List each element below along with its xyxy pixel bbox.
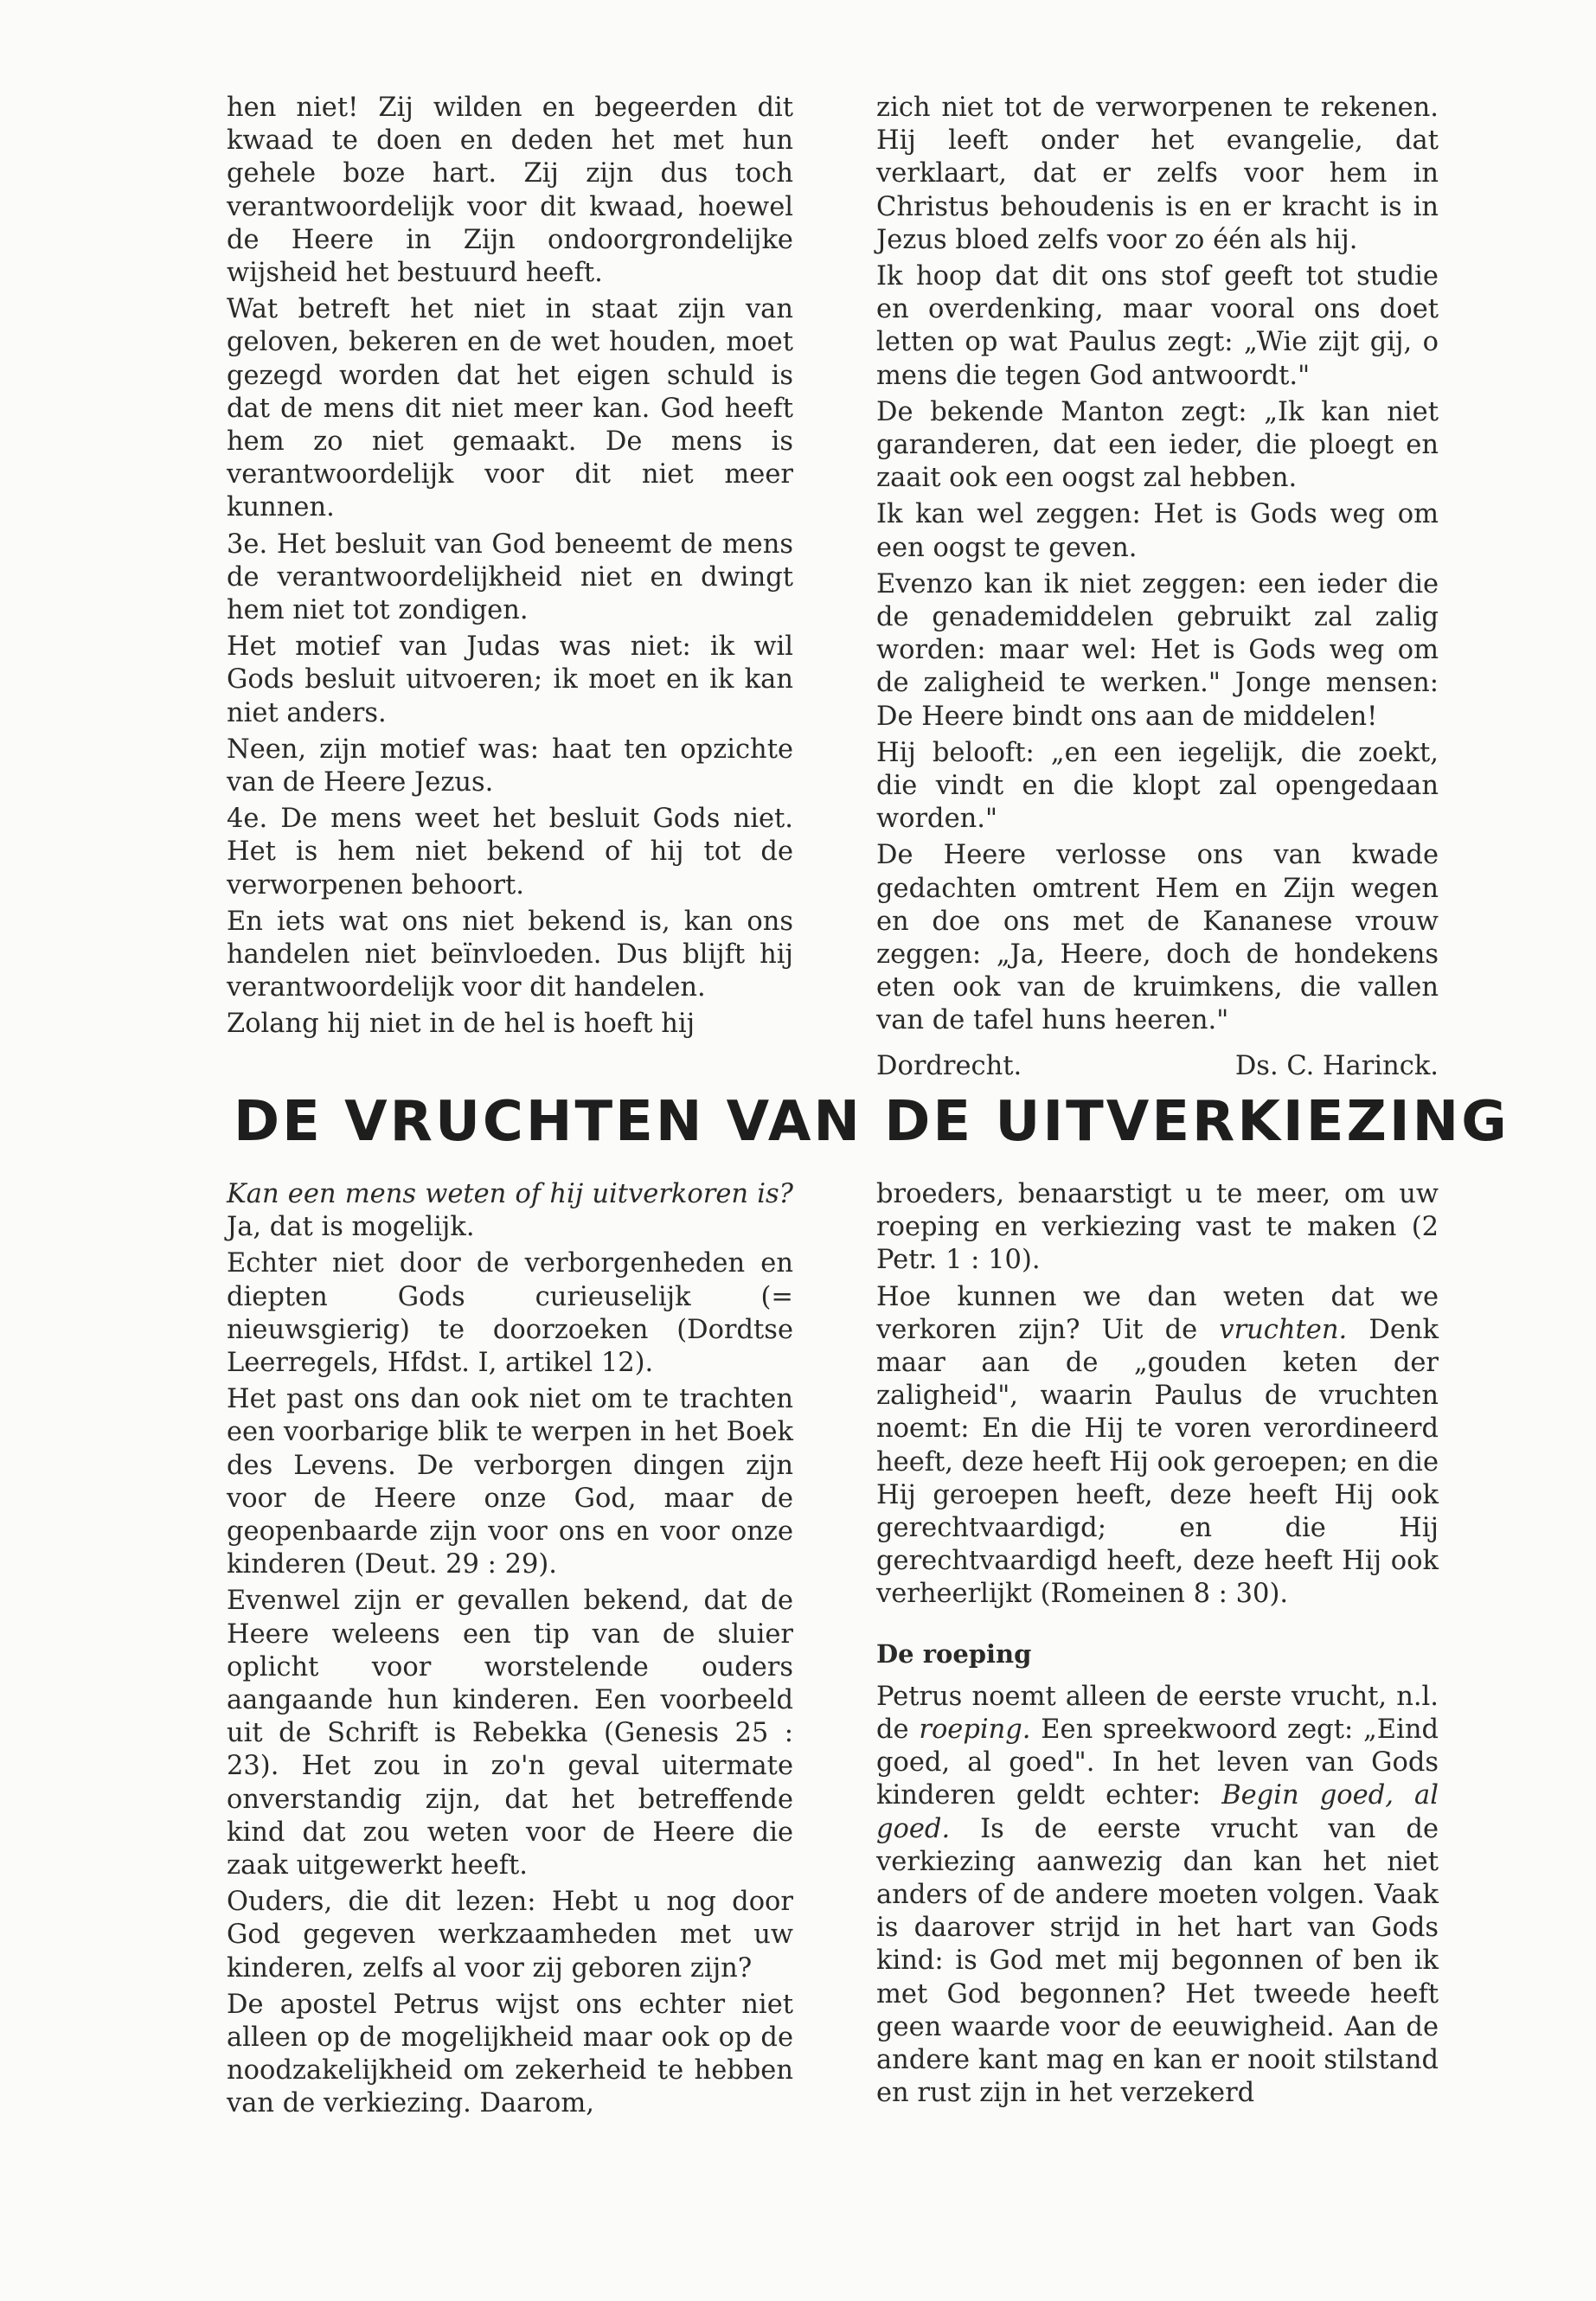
- text-run: Is de eerste vrucht van de verkiezing aanwezig dan kan het niet anders of de andere moeten volgen. Vaak is daarover strijd in het hart van Gods kind: is God met mij begonnen of ben ik met God begonnen? Het tweede heeft geen waarde voor de eeuwigheid. Aan de andere kant mag en kan er nooit stilstand en rust zijn in het verzekerd: [876, 1813, 1439, 2109]
- bottom-left-column: [227, 1178, 793, 2121]
- bottom-right-column: [876, 1178, 1439, 2110]
- text-run: Een spreekwoord zegt: „Eind goed, al goed". In het leven van Gods kinderen geldt echter:: [876, 1715, 1439, 1811]
- paragraph: Het past ons dan ook niet om te trachten een voorbarige blik te werpen in het Boek des Levens. De verborgen dingen zijn voor de Heere onze God, maar de geopenbaarde zijn voor ons en voor onze kinderen (Deut. 29 : 29).: [227, 1384, 793, 1580]
- emphasis: Begin goed, al goed.: [876, 1780, 1439, 1844]
- paragraph: Hij belooft: „en een iegelijk, die zoekt, die vindt en die klopt zal opengedaan worden.": [876, 737, 1439, 835]
- paragraph: Evenzo kan ik niet zeggen: een ieder die de genademiddelen gebruikt zal zalig worden: maar wel: Het is Gods weg om de zaligheid te werken." Jonge mensen: De Heere bindt ons aan de middelen!: [876, 568, 1439, 732]
- text-run: Denk maar aan de „gouden keten der zaligheid", waarin Paulus de vruchten noemt: En die Hij te voren verordineerd heeft, deze heeft Hij ook geroepen; en die Hij geroepen heeft, deze heeft Hij ook gerechtvaardigd; en die Hij gerechtvaardigd heeft, deze heeft Hij ook verheerlijkt (Romeinen 8 : 30).: [876, 1314, 1439, 1610]
- signature-place: Dordrecht.: [876, 1050, 1022, 1081]
- text-run: Hoe kunnen we dan weten dat we verkoren zijn? Uit de: [876, 1281, 1439, 1345]
- paragraph: broeders, benaarstigt u te meer, om uw roeping en verkiezing vast te maken (2 Petr. 1 : 10).: [876, 1179, 1439, 1276]
- top-right-column: [876, 92, 1439, 1083]
- paragraph: Wat betreft het niet in staat zijn van geloven, bekeren en de wet houden, moet gezegd worden dat het eigen schuld is dat de mens dit niet meer kan. God heeft hem zo niet gemaakt. De mens is verantwoordelijk voor dit niet meer kunnen.: [227, 294, 793, 523]
- intro-paragraph: [227, 1178, 793, 1244]
- paragraph: zich niet tot de verworpenen te rekenen. Hij leeft onder het evangelie, dat verklaart, dat er zelfs voor hem in Christus behoudenis is en er kracht is in Jezus bloed zelfs voor zo één als hij.: [876, 93, 1439, 255]
- emphasis: roeping.: [919, 1715, 1031, 1746]
- paragraph: [876, 1281, 1439, 1612]
- article-headline: DE VRUCHTEN VAN DE UITVERKIEZING: [234, 1090, 1509, 1154]
- signature-line: [876, 1050, 1439, 1083]
- paragraph: De bekende Manton zegt: „Ik kan niet garanderen, dat een ieder, die ploegt en zaait ook een oogst zal hebben.: [876, 396, 1439, 494]
- signature-name: Ds. C. Harinck.: [1234, 1050, 1439, 1081]
- paragraph: Het motief van Judas was niet: ik wil Gods besluit uitvoeren; ik moet en ik kan niet anders.: [227, 631, 793, 728]
- paragraph: [876, 1681, 1439, 2111]
- section-subheading: De roeping: [876, 1638, 1032, 1669]
- paragraph: En iets wat ons niet bekend is, kan ons handelen niet beïnvloeden. Dus blijft hij verantwoordelijk voor dit handelen.: [227, 906, 793, 1003]
- paragraph: hen niet! Zij wilden en begeerden dit kwaad te doen en deden het met hun gehele boze hart. Zij zijn dus toch verantwoordelijk voor dit kwaad, hoewel de Heere in Zijn ondoorgrondelijke wijsheid het bestuurd heeft.: [227, 93, 793, 289]
- paragraph: De apostel Petrus wijst ons echter niet alleen op de mogelijkheid maar ook op de noodzakelijkheid om zekerheid te hebben van de verkiezing. Daarom,: [227, 1989, 793, 2119]
- paragraph: 3e. Het besluit van God beneemt de mens de verantwoordelijkheid niet en dwingt hem niet tot zondigen.: [227, 529, 793, 626]
- top-left-column: [227, 92, 793, 1042]
- paragraph: Neen, zijn motief was: haat ten opzichte van de Heere Jezus.: [227, 734, 793, 798]
- intro-question: Kan een mens weten of hij uitverkoren is?: [227, 1179, 793, 1209]
- paragraph: Ik kan wel zeggen: Het is Gods weg om een oogst te geven.: [876, 499, 1439, 563]
- paragraph: Ouders, die dit lezen: Hebt u nog door God gegeven werkzaamheden met uw kinderen, zelfs al voor zij geboren zijn?: [227, 1887, 793, 1984]
- paragraph: 4e. De mens weet het besluit Gods niet. Het is hem niet bekend of hij tot de verworpenen behoort.: [227, 804, 793, 901]
- paragraph: Evenwel zijn er gevallen bekend, dat de Heere weleens een tip van de sluier oplicht voor worstelende ouders aangaande hun kinderen. Een voorbeeld uit de Schrift is Rebekka (Genesis 25 : 23). Het zou in zo'n geval uitermate onverstandig zijn, dat het betreffende kind dat zou weten voor de Heere die zaak uitgewerkt heeft.: [227, 1586, 793, 1881]
- paragraph: Zolang hij niet in de hel is hoeft hij: [227, 1009, 695, 1040]
- paragraph: Ik hoop dat dit ons stof geeft tot studie en overdenking, maar vooral ons doet letten op wat Paulus zegt: „Wie zijt gij, o mens die tegen God antwoordt.": [876, 261, 1439, 391]
- emphasis: vruchten.: [1219, 1314, 1348, 1345]
- paragraph: Echter niet door de verborgenheden en diepten Gods curieuselijk (= nieuwsgierig) te doorzoeken (Dordtse Leerregels, Hfdst. I, artikel 12).: [227, 1248, 793, 1379]
- text-run: Petrus noemt alleen de eerste vrucht, n.l. de: [876, 1681, 1439, 1746]
- paragraph: De Heere verlosse ons van kwade gedachten omtrent Hem en Zijn wegen en doe ons met de Kananese vrouw zeggen: „Ja, Heere, doch de hondekens eten ook van de kruimkens, die vallen van de tafel huns heeren.": [876, 840, 1439, 1036]
- intro-answer: Ja, dat is mogelijk.: [227, 1212, 475, 1243]
